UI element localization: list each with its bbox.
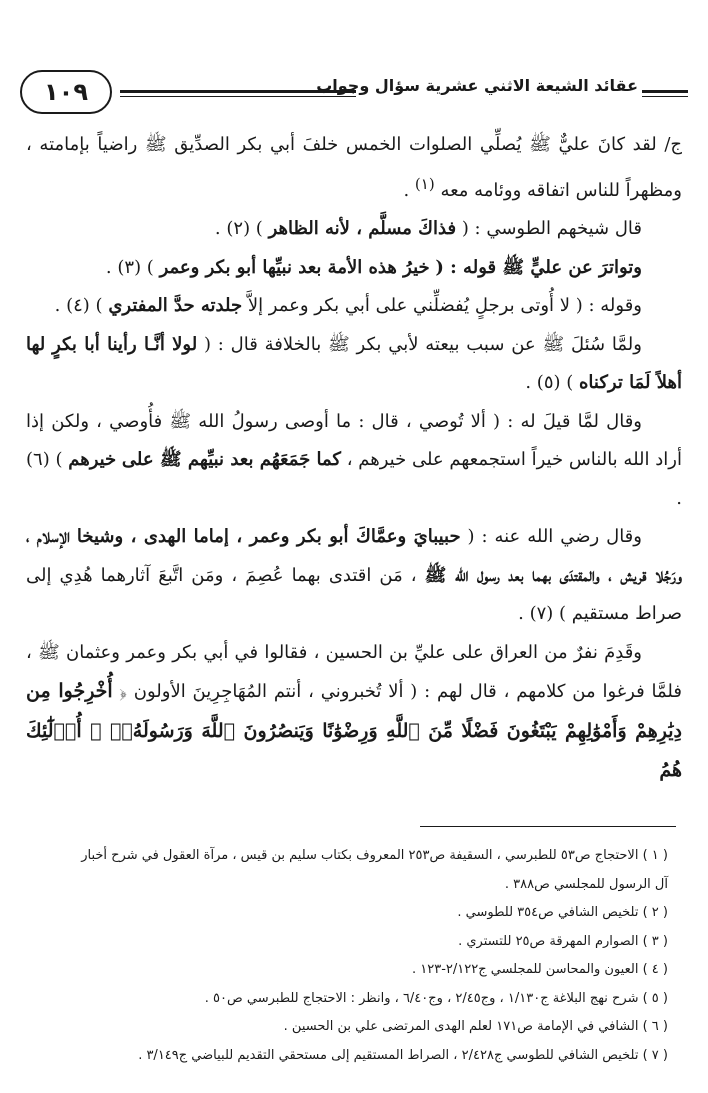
footnote: ( ٧ ) تلخيص الشافي للطوسي ج٢/٤٢٨ ، الصراط المستقيم إلى مستحقي التقديم للبياضي ج٣/١٤٩ . bbox=[138, 1047, 668, 1063]
main-text bbox=[26, 126, 682, 791]
paragraph-habibay bbox=[26, 518, 682, 634]
quote-bold: كما جَمَعَهُم بعد نبيِّهم ﷺ على bbox=[121, 449, 341, 470]
paragraph-wasiyya bbox=[26, 403, 682, 519]
footnote-ref: (١) bbox=[414, 174, 435, 193]
text-line: وقال لمَّا قيلَ له : ( ألا تُوصي ، قال : ما أوصى رسولُ الله ﷺ فأُوصي ، ولكن bbox=[51, 410, 642, 432]
quote-bold: لولا أنَّـا رأينا أبا بكرٍ bbox=[52, 333, 198, 355]
footnote: ( ٦ ) الشافي في الإمامة ص١٧١ لعلم الهدى المرتضى علي بن الحسين . bbox=[283, 1019, 668, 1034]
text-line: قال شيخهم الطوسي : ( bbox=[461, 218, 642, 239]
header-rule-right bbox=[642, 90, 688, 97]
text-line: ومَن اتَّبعَ آثارهما هُدِي إلى صراط مستقيم ) (٧) . bbox=[26, 564, 682, 624]
quote-bold: خيرُ هذه الأمة بعد نبيِّها أبو بكر وعمر bbox=[159, 256, 430, 278]
text-line: فلمَّا فرغوا من كلامهم ، قال لهم : ( ألا تُخبروني ، أنتم المُهَاجِرِينَ الأولون ﴿ bbox=[119, 681, 682, 702]
paragraph-answer: ج/ لقد كانَ عليٌّ ﷺ يُصلِّي الصلوات الخمس خلفَ أبي بكر الصدِّيق ﷺ راضياً بإمامته ، ومظهراً للناس اتفاقه ووئامه معه $^{(١)}$ . bbox=[26, 134, 683, 201]
text-line: ج/ لقد كانَ عليٌّ ﷺ يُصلِّي الصلوات الخمس خلفَ أبي بكر الصدِّيق ﷺ راضياً bbox=[97, 134, 683, 155]
footnote-divider bbox=[420, 826, 676, 827]
quran-verse: أُخْرِجُوا مِن دِيَٰرِهِمْ وَأَمْوَٰلِهِمْ يَبْتَغُونَ فَضْلًا مِّنَ ٱللَّهِ وَرِضْوَٰنًا وَيَنصُرُونَ ٱللَّهَ وَرَسُولَهُۥٓ ۚ أُو۟لَٰٓئِكَ هُمُ bbox=[26, 680, 682, 781]
footnote: ( ٥ ) شرح نهج البلاغة ج١/١٣٠ ، وج٢/٤٥ ، وج٦/٤٠ ، وانظر : الاحتجاج للطبرسي ص٥٠ . bbox=[204, 990, 668, 1006]
text-line: ) (٣) . bbox=[105, 256, 154, 278]
paragraph-tusi bbox=[26, 210, 682, 249]
text-line: وتواترَ عن عليٍّ ﷺ قوله : ( bbox=[435, 256, 642, 278]
text-line: وقَدِمَ نفرٌ من العراق على عليِّ بن الحسين ، فقالوا في أبي بكر وعمر وعثمان ﷺ ، bbox=[26, 641, 642, 663]
page-header bbox=[20, 68, 688, 118]
text-line: ) (٥) . bbox=[525, 372, 574, 393]
text-line: ) (٤) . bbox=[54, 295, 103, 316]
quote-bold: خيرهم bbox=[68, 449, 117, 470]
running-title: عقائد الشيعة الاثني عشرية سؤال وجواب bbox=[316, 76, 638, 95]
quote-bold: فذاكَ مسلَّم ، لأنه الظاهر bbox=[268, 218, 457, 239]
quote-bold: حبيبايَ وعمَّاكَ أبو بكر وعمر ، إماما الهدى ، وشيخا bbox=[76, 526, 461, 547]
text-line: بإمامته ، ومظهراً للناس اتفاقه ووئامه معه bbox=[26, 134, 682, 201]
footnotes bbox=[40, 842, 668, 1070]
paragraph-iraq bbox=[26, 634, 682, 791]
footnote: ( ١ ) الاحتجاج ص٥٣ للطبرسي ، السقيفة ص٢٥٣ المعروف بكتاب سليم بن قيس ، مرآة العقول في شرح أخبار bbox=[81, 848, 668, 863]
text-line: إذا أراد الله بالناس خيراً استجمعهم على خيرهم ، bbox=[26, 410, 682, 470]
paragraph-bayah bbox=[26, 326, 682, 403]
text-line: ) (٢) . bbox=[214, 218, 263, 239]
text-line: وقوله : ( لا أُوتى برجلٍ يُفضلِّني على أبي بكر وعمر إلاَّ bbox=[247, 295, 642, 316]
footnote: ( ٢ ) تلخيص الشافي ص٣٥٤ للطوسي . bbox=[457, 905, 668, 920]
paragraph-qawluh bbox=[26, 287, 682, 326]
page-number: ١٠٩ bbox=[20, 70, 112, 114]
text-line: ولمَّا سُئلَ ﷺ عن سبب بيعته لأبي بكر ﷺ بالخلافة قال : ( bbox=[204, 333, 642, 355]
text-line: ، مَن اقتدى بهما عُصِمَ ، bbox=[231, 564, 417, 586]
footnote: ( ٣ ) الصوارم المهرقة ص٢٥ للتستري . bbox=[458, 933, 668, 949]
quote-bold: جلدته حدَّ المفتري bbox=[108, 295, 243, 316]
quote-bold: لها أهلاً لَمَا تركناه bbox=[26, 333, 682, 393]
paragraph-tawatur bbox=[26, 249, 682, 288]
quote-bold: الإسلام ، ورَجُلا قريش ، والمقتدَى بهما بعد رسول الله ﷺ bbox=[26, 526, 682, 586]
footnote: ( ٤ ) العيون والمحاسن للمجلسي ج٢/١٢٢-١٢٣ . bbox=[411, 962, 668, 977]
text-line: وقال رضي الله عنه : ( bbox=[467, 526, 642, 547]
text-line: ) (٦) . bbox=[26, 449, 682, 509]
footnote: آل الرسول للمجلسي ص٣٨٨ . bbox=[504, 876, 668, 892]
